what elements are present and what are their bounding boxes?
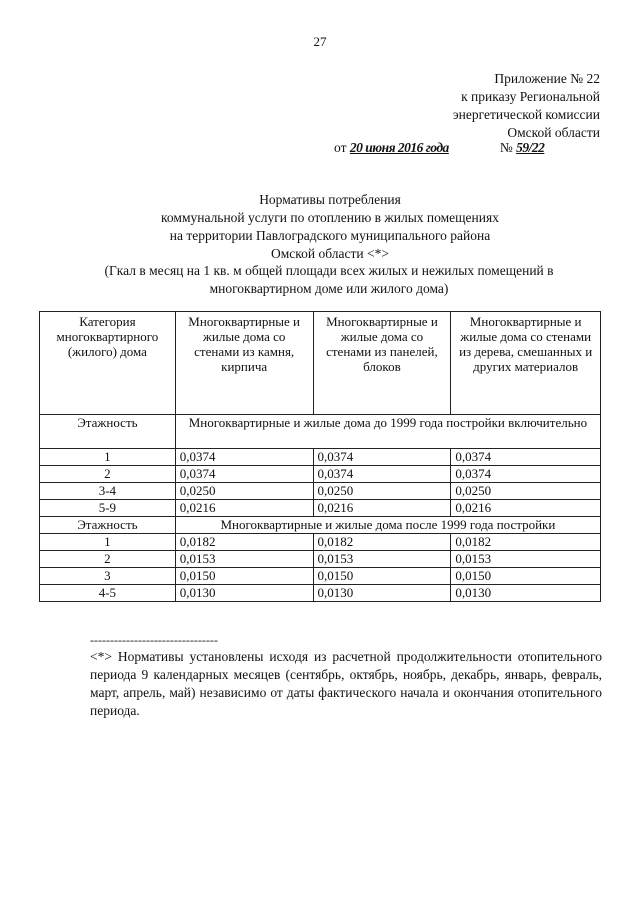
appendix-line: к приказу Региональной (461, 89, 600, 104)
number-prefix: № (499, 140, 513, 155)
value-cell: 0,0250 (313, 483, 451, 500)
date-prefix: от (334, 140, 347, 155)
floors-cell: 5-9 (40, 500, 176, 517)
units-note (48, 262, 610, 298)
handwritten-date: 20 июня 2016 года (349, 140, 449, 155)
value-cell: 0,0216 (175, 500, 313, 517)
floors-cell: 1 (40, 449, 176, 466)
value-cell: 0,0374 (313, 466, 451, 483)
value-cell: 0,0250 (175, 483, 313, 500)
floors-cell: 2 (40, 466, 176, 483)
floors-cell: 2 (40, 551, 176, 568)
appendix-line: Приложение № 22 (494, 71, 600, 86)
title-line: Нормативы потребления (259, 192, 401, 207)
value-cell: 0,0216 (313, 500, 451, 517)
page-number: 27 (313, 34, 327, 49)
header-category: Категория многоквартирного (жилого) дома (40, 312, 176, 415)
section-label: Этажность (40, 517, 176, 534)
table-row (40, 585, 601, 602)
appendix-line: энергетической комиссии (452, 107, 600, 122)
appendix-line: Омской области (507, 125, 600, 140)
value-cell: 0,0216 (451, 500, 601, 517)
value-cell: 0,0374 (451, 449, 601, 466)
value-cell: 0,0150 (451, 568, 601, 585)
value-cell: 0,0153 (451, 551, 601, 568)
floors-cell: 1 (40, 534, 176, 551)
value-cell: 0,0130 (451, 585, 601, 602)
value-cell: 0,0150 (313, 568, 451, 585)
units-line: (Гкал в месяц на 1 кв. м общей площади всех жилых и нежилых помещений в (104, 263, 554, 278)
order-date-number (334, 140, 544, 156)
value-cell: 0,0150 (175, 568, 313, 585)
table-header-row (40, 312, 601, 415)
table-row (40, 483, 601, 500)
value-cell: 0,0182 (313, 534, 451, 551)
value-cell: 0,0130 (313, 585, 451, 602)
value-cell: 0,0374 (175, 466, 313, 483)
floors-cell: 3-4 (40, 483, 176, 500)
units-line: многоквартирном доме или жилого дома) (209, 281, 449, 296)
table-row (40, 534, 601, 551)
title-line: коммунальной услуги по отоплению в жилых помещениях (161, 210, 499, 225)
document-title (60, 191, 600, 263)
header-panels-blocks: Многоквартирные и жилые дома со стенами из панелей, блоков (313, 312, 451, 415)
section-label: Этажность (40, 415, 176, 449)
section-title: Многоквартирные и жилые дома до 1999 года постройки включительно (175, 415, 600, 449)
value-cell: 0,0182 (451, 534, 601, 551)
value-cell: 0,0153 (175, 551, 313, 568)
value-cell: 0,0153 (313, 551, 451, 568)
table-row (40, 500, 601, 517)
table-row (40, 449, 601, 466)
header-stone-brick: Многоквартирные и жилые дома со стенами из камня, кирпича (175, 312, 313, 415)
handwritten-number: 59/22 (516, 140, 545, 155)
floors-cell: 3 (40, 568, 176, 585)
value-cell: 0,0374 (451, 466, 601, 483)
floors-cell: 4-5 (40, 585, 176, 602)
title-line: Омской области <*> (271, 246, 389, 261)
title-line: на территории Павлоградского муниципального района (169, 228, 491, 243)
value-cell: 0,0374 (313, 449, 451, 466)
section-row (40, 415, 601, 449)
value-cell: 0,0130 (175, 585, 313, 602)
section-title: Многоквартирные и жилые дома после 1999 года постройки (175, 517, 600, 534)
value-cell: 0,0374 (175, 449, 313, 466)
section-row (40, 517, 601, 534)
footnote-text: <*> Нормативы установлены исходя из расчетной продолжительности отопительного периода 9 календарных месяцев (сентябрь, октябрь, ноябрь, декабрь, январь, февраль, март, апрель, май) независимо от даты фактического начала и окончания отопительного периода. (90, 649, 602, 718)
value-cell: 0,0182 (175, 534, 313, 551)
table-row (40, 466, 601, 483)
table-row (40, 568, 601, 585)
footnote-divider: -------------------------------- (90, 633, 218, 647)
norms-table (39, 311, 601, 602)
value-cell: 0,0250 (451, 483, 601, 500)
header-wood-mixed: Многоквартирные и жилые дома со стенами из дерева, смешанных и других материалов (451, 312, 601, 415)
table-row (40, 551, 601, 568)
appendix-block (340, 70, 600, 142)
